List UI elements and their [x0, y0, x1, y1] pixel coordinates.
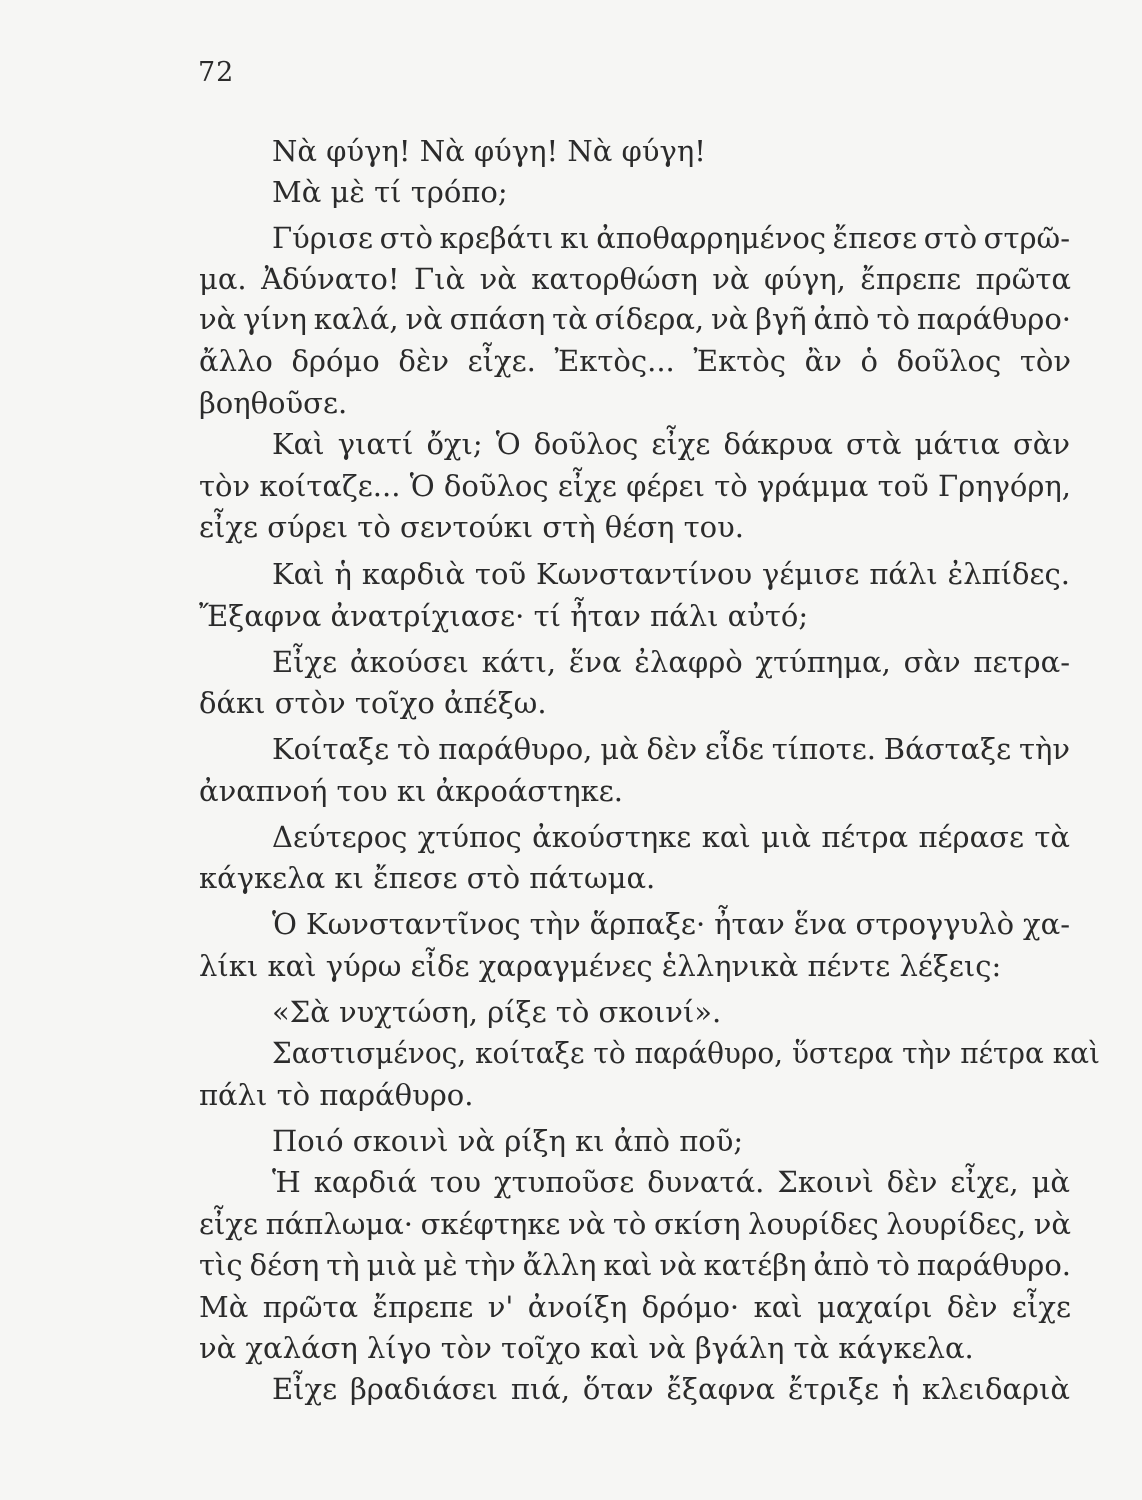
text-line: δάκι στὸν τοῖχο ἀπέξω.	[199, 686, 547, 720]
text-line: βοηθοῦσε.	[199, 386, 348, 420]
text-line: μα. Ἀδύνατο! Γιὰ νὰ κατορθώση νὰ φύγη, ἔπρεπε πρῶτα	[199, 262, 1071, 296]
text-line: λίκι καὶ γύρω εἶδε χαραγμένες ἑλληνικὰ πέντε λέξεις:	[199, 949, 1002, 983]
text-line: τὸν κοίταζε... Ὁ δοῦλος εἶχε φέρει τὸ γράμμα τοῦ Γρηγόρη,	[199, 469, 1071, 503]
text-line: Καὶ ἡ καρδιὰ τοῦ Κωνσταντίνου γέμισε πάλι ἐλπίδες.	[272, 557, 1070, 591]
page-number: 72	[198, 57, 235, 88]
text-line: Μὰ πρῶτα ἔπρεπε ν' ἀνοίξη δρόμο· καὶ μαχαίρι δὲν εἶχε	[199, 1290, 1071, 1324]
text-line: Μὰ μὲ τί τρόπο;	[272, 175, 508, 209]
text-line: Νὰ φύγη! Νὰ φύγη! Νὰ φύγη!	[272, 134, 706, 168]
text-line: ἀναπνοή του κι ἀκροάστηκε.	[199, 774, 623, 808]
text-line: Γύρισε στὸ κρεβάτι κι ἀποθαρρημένος ἔπεσε στὸ στρῶ-	[272, 221, 1070, 255]
text-line: Ἔξαφνα ἀνατρίχιασε· τί ἦταν πάλι αὐτό;	[199, 599, 809, 633]
text-line: Δεύτερος χτύπος ἀκούστηκε καὶ μιὰ πέτρα πέρασε τὰ	[272, 820, 1070, 854]
text-line: Ποιό σκοινὶ νὰ ρίξη κι ἀπὸ ποῦ;	[272, 1124, 744, 1158]
text-line: νὰ χαλάση λίγο τὸν τοῖχο καὶ νὰ βγάλη τὰ κάγκελα.	[199, 1331, 974, 1365]
text-line: Σαστισμένος, κοίταξε τὸ παράθυρο, ὕστερα τὴν πέτρα καὶ	[272, 1036, 1100, 1070]
text-line: εἶχε σύρει τὸ σεντούκι στὴ θέση του.	[199, 510, 744, 544]
text-line: πάλι τὸ παράθυρο.	[199, 1078, 474, 1112]
text-line: Ἡ καρδιά του χτυποῦσε δυνατά. Σκοινὶ δὲν εἶχε, μὰ	[272, 1165, 1070, 1199]
text-line: εἶχε πάπλωμα· σκέφτηκε νὰ τὸ σκίση λουρίδες λουρίδες, νὰ	[199, 1207, 1071, 1241]
text-line: κάγκελα κι ἔπεσε στὸ πάτωμα.	[199, 861, 656, 895]
text-line: «Σὰ νυχτώση, ρίξε τὸ σκοινί».	[272, 995, 722, 1029]
text-line: Εἶχε βραδιάσει πιά, ὅταν ἔξαφνα ἔτριξε ἡ κλειδαριὰ	[272, 1372, 1070, 1406]
text-line: νὰ γίνη καλά, νὰ σπάση τὰ σίδερα, νὰ βγῆ ἀπὸ τὸ παράθυρο·	[199, 302, 1071, 336]
text-line: Εἶχε ἀκούσει κάτι, ἕνα ἐλαφρὸ χτύπημα, σὰν πετρα-	[272, 645, 1070, 679]
text-line: Κοίταξε τὸ παράθυρο, μὰ δὲν εἶδε τίποτε. Βάσταξε τὴν	[272, 732, 1070, 766]
text-line: Ὁ Κωνσταντῖνος τὴν ἅρπαξε· ἦταν ἕνα στρογγυλὸ χα-	[272, 907, 1070, 941]
text-line: τὶς δέση τὴ μιὰ μὲ τὴν ἄλλη καὶ νὰ κατέβη ἀπὸ τὸ παράθυρο.	[199, 1248, 1071, 1282]
text-line: ἄλλο δρόμο δὲν εἶχε. Ἐκτὸς... Ἐκτὸς ἂν ὁ δοῦλος τὸν	[199, 344, 1071, 378]
text-line: Καὶ γιατί ὄχι; Ὁ δοῦλος εἶχε δάκρυα στὰ μάτια σὰν	[272, 427, 1070, 461]
